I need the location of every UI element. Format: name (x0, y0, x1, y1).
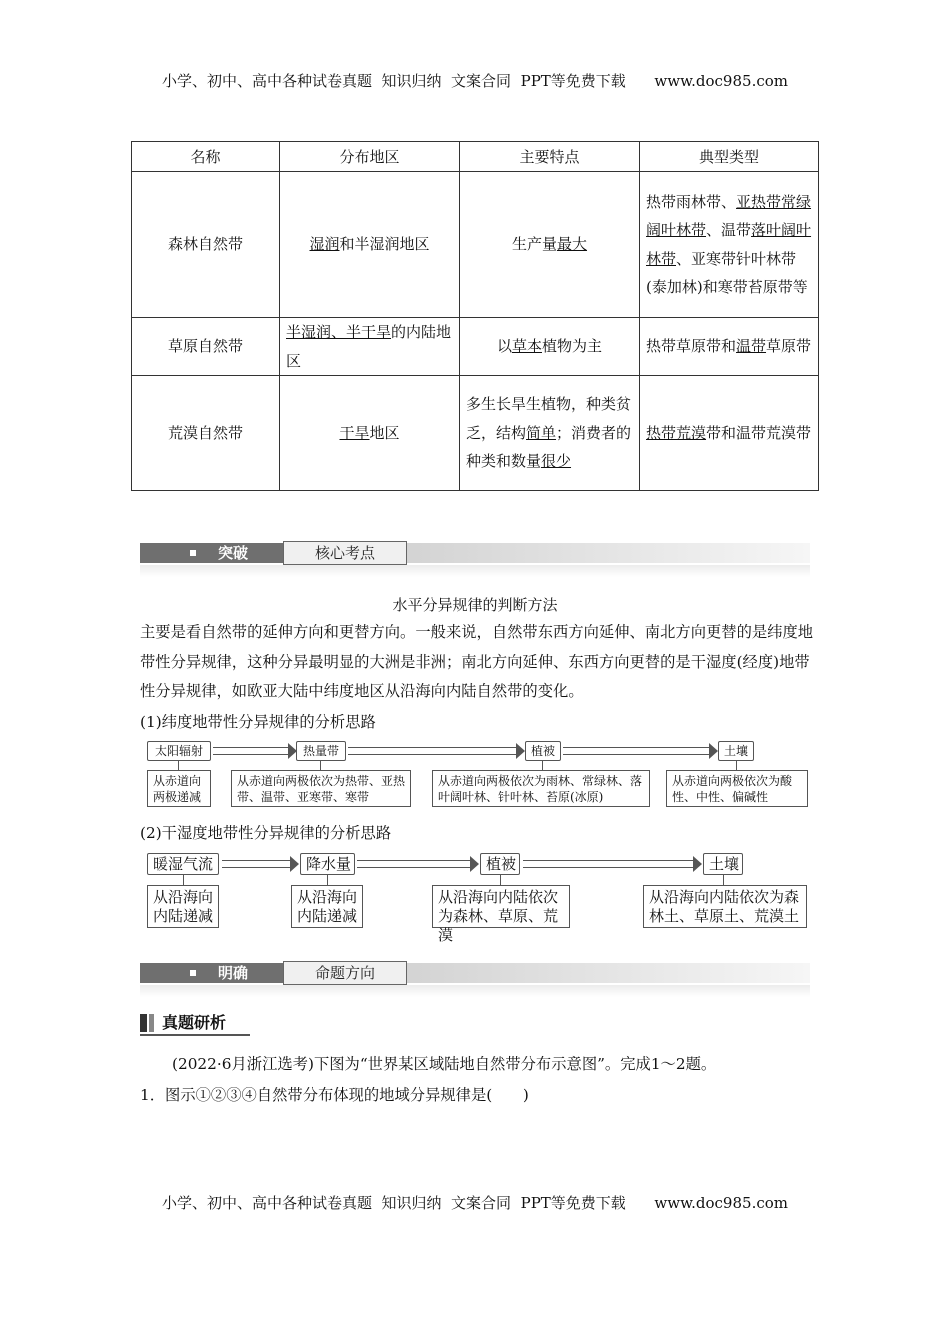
natural-zone-table (131, 141, 819, 491)
flow-detail: 从赤道向两极依次为酸性、中性、偏碱性 (666, 770, 808, 807)
method-sub2: (2)干湿度地带性分异规律的分析思路 (140, 824, 392, 842)
flow-arrow (523, 860, 693, 868)
table-row (132, 172, 819, 318)
table-header-row (132, 142, 819, 172)
flow-detail: 从赤道向两极依次为热带、亚热带、温带、亚寒带、寒带 (231, 770, 411, 807)
method-title: 水平分异规律的判断方法 (392, 596, 558, 614)
column-header: 名称 (132, 142, 280, 172)
flow-head: 降水量 (300, 853, 355, 875)
zone-features: 生产量最大 (460, 172, 640, 318)
zone-name: 草原自然带 (132, 318, 280, 376)
table-row (132, 376, 819, 491)
method-sub1: (1)纬度地带性分异规律的分析思路 (140, 713, 376, 731)
zone-distribution: 半湿润、半干旱的内陆地区 (280, 318, 460, 376)
zone-types: 热带草原带和温带草原带 (640, 318, 819, 376)
section-bar-breakthrough (140, 541, 810, 565)
zone-types: 热带荒漠带和温带荒漠带 (640, 376, 819, 491)
flow-detail: 从沿海向内陆依次为森林、草原、荒漠 (432, 885, 570, 928)
section-bar-direction (140, 961, 810, 985)
exam-intro: (2022·6月浙江选考)下图为“世界某区域陆地自然带分布示意图”。完成1～2题。 (172, 1055, 717, 1073)
section-bar-dark: 明确 (140, 963, 283, 983)
section-bar-label: 核心考点 (283, 541, 407, 565)
zone-features: 以草本植物为主 (460, 318, 640, 376)
zone-distribution: 干旱地区 (280, 376, 460, 491)
zone-name: 森林自然带 (132, 172, 280, 318)
flow-head: 太阳辐射 (147, 741, 211, 761)
method-body: 主要是看自然带的延伸方向和更替方向。一般来说，自然带东西方向延伸、南北方向更替的是纬度地带性分异规律，这种分异最明显的大洲是非洲；南北方向延伸、东西方向更替的是干湿度(经度)地带性分异规律，如欧亚大陆中纬度地区从沿海向内陆自然带的变化。 (140, 623, 814, 700)
zone-features: 多生长旱生植物，种类贫乏，结构简单；消费者的种类和数量很少 (460, 376, 640, 491)
column-header: 主要特点 (460, 142, 640, 172)
flow-head: 土壤 (718, 741, 754, 761)
flow-arrow (357, 860, 470, 868)
flow-head: 植被 (480, 853, 520, 875)
table-row (132, 318, 819, 376)
zone-distribution: 湿润和半湿润地区 (280, 172, 460, 318)
flow-head: 暖湿气流 (147, 853, 219, 875)
flow-arrow (563, 747, 709, 755)
flow-arrow (213, 747, 288, 755)
column-header: 分布地区 (280, 142, 460, 172)
page-footer: 小学、初中、高中各种试卷真题 知识归纳 文案合同 PPT等免费下载 www.doc985.com (161, 1194, 788, 1212)
section-bar-label: 命题方向 (283, 961, 407, 985)
flow-head: 植被 (525, 741, 561, 761)
flow-head: 土壤 (703, 853, 743, 875)
flow-detail: 从沿海向内陆递减 (147, 885, 219, 928)
flow-detail: 从赤道向两极依次为雨林、常绿林、落叶阔叶林、针叶林、苔原(冰原) (432, 770, 650, 807)
flow-detail: 从沿海向内陆依次为森林土、草原土、荒漠土 (643, 885, 807, 928)
zone-name: 荒漠自然带 (132, 376, 280, 491)
flow-head: 热量带 (296, 741, 346, 761)
zone-types: 热带雨林带、亚热带常绿阔叶林带、温带落叶阔叶林带、亚寒带针叶林带(泰加林)和寒带苔原带等 (640, 172, 819, 318)
flow-detail: 从沿海向内陆递减 (291, 885, 363, 928)
section-bar-dark: 突破 (140, 543, 283, 563)
flow-arrow (348, 747, 516, 755)
question-1: 1．图示①②③④自然带分布体现的地域分异规律是( ) (140, 1086, 529, 1104)
flow-detail: 从赤道向两极递减 (147, 770, 211, 807)
flow-arrow (222, 860, 290, 868)
column-header: 典型类型 (640, 142, 819, 172)
page-header: 小学、初中、高中各种试卷真题 知识归纳 文案合同 PPT等免费下载 www.doc985.com (161, 72, 788, 90)
